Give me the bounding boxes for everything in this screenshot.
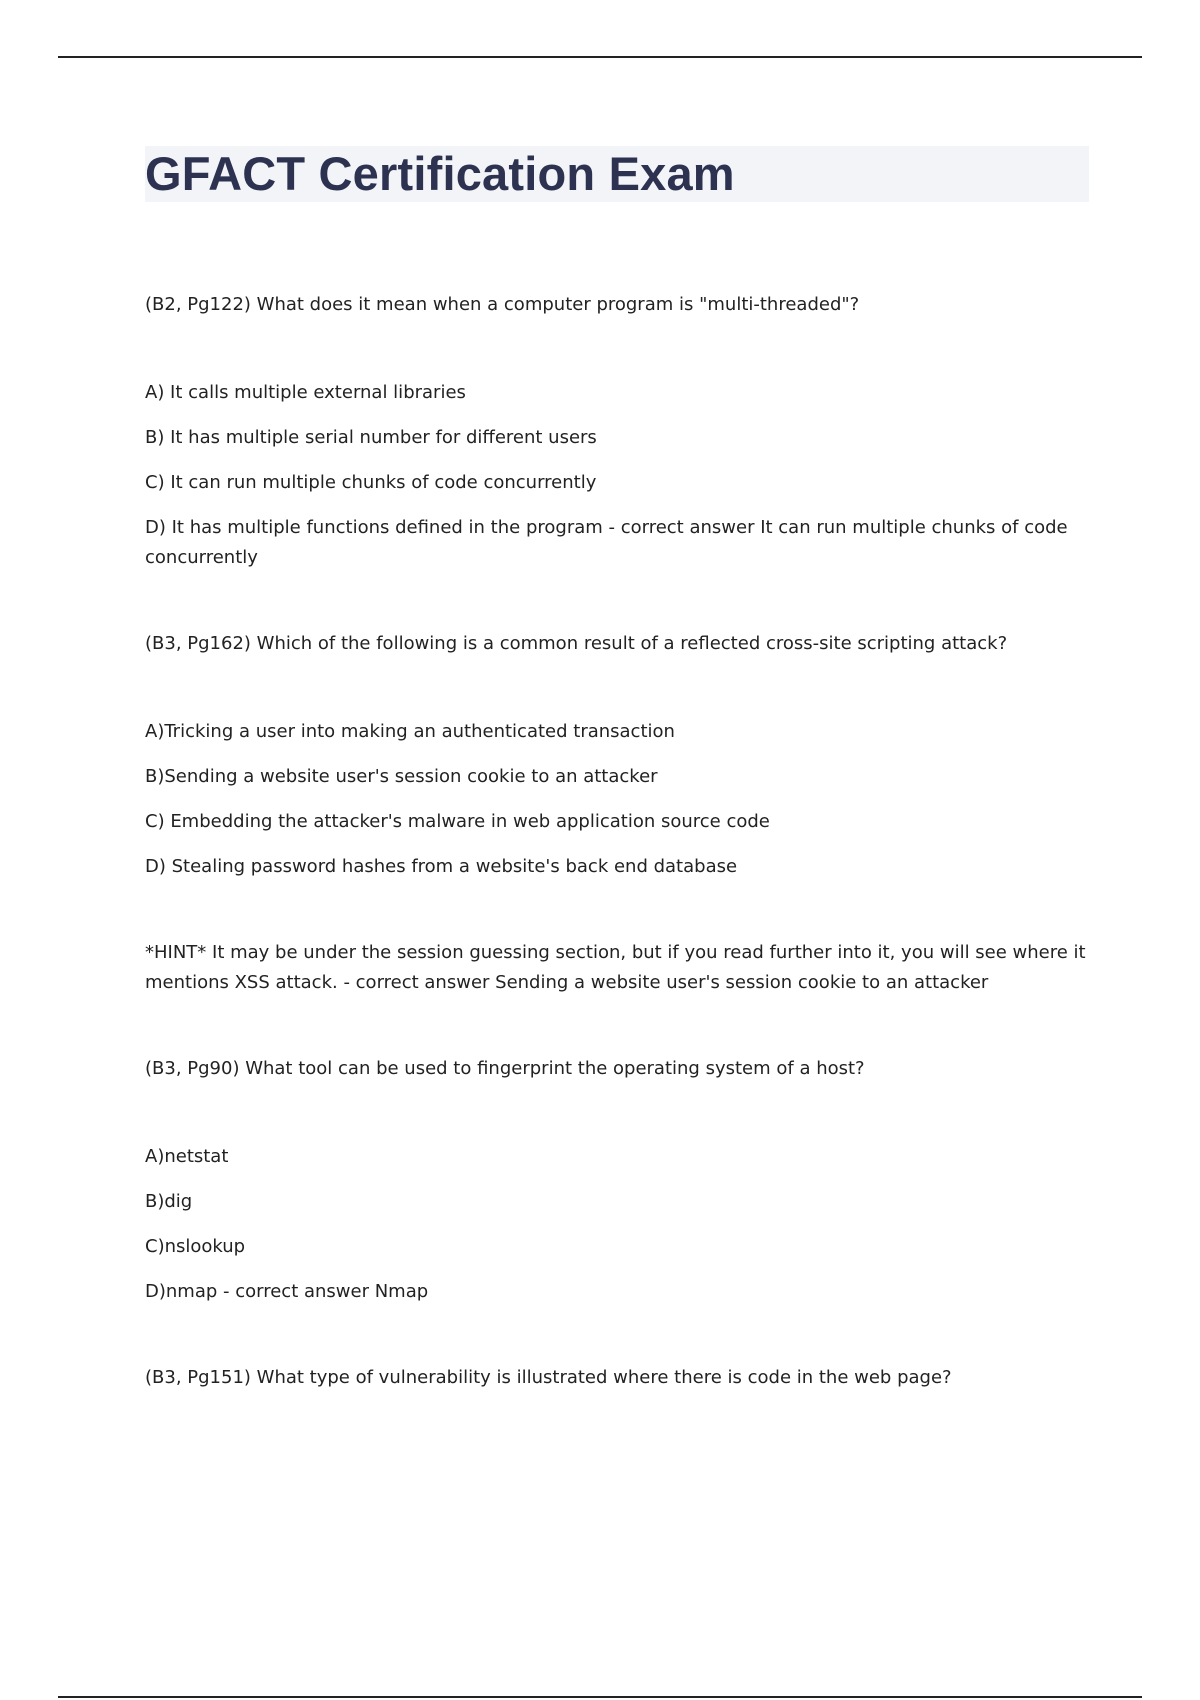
hint-text: *HINT* It may be under the session guessing section, but if you read further into it, you will see where it mentions XSS attack. - correct answer Sending a website user's session cookie to an attacker	[145, 942, 1086, 993]
answer-option-d: D) Stealing password hashes from a website's back end database	[145, 856, 738, 877]
answer-options	[145, 1142, 1089, 1307]
question-4	[145, 1363, 1089, 1393]
answer-option-c: C) Embedding the attacker's malware in web application source code	[145, 811, 770, 832]
answer-option-b: B) It has multiple serial number for different users	[145, 427, 597, 448]
question-prompt: (B3, Pg162) Which of the following is a common result of a reflected cross-site scripting attack?	[145, 633, 1008, 654]
answer-option-a: A)Tricking a user into making an authenticated transaction	[145, 721, 675, 742]
question-prompt: (B3, Pg90) What tool can be used to fingerprint the operating system of a host?	[145, 1058, 865, 1079]
answer-option-c: C) It can run multiple chunks of code concurrently	[145, 472, 597, 493]
title-banner	[145, 146, 1089, 202]
question-3	[145, 1054, 1089, 1307]
answer-options	[145, 717, 1089, 882]
question-1	[145, 290, 1089, 573]
answer-option-a: A) It calls multiple external libraries	[145, 382, 466, 403]
question-prompt: (B2, Pg122) What does it mean when a computer program is "multi-threaded"?	[145, 294, 860, 315]
answer-option-b: B)dig	[145, 1191, 193, 1212]
answer-option-a: A)netstat	[145, 1146, 229, 1167]
document-title: GFACT Certification Exam	[145, 147, 735, 200]
question-2	[145, 629, 1089, 998]
answer-option-c: C)nslookup	[145, 1236, 246, 1257]
question-prompt: (B3, Pg151) What type of vulnerability is illustrated where there is code in the web page?	[145, 1367, 952, 1388]
document-body	[145, 146, 1089, 1393]
answer-option-b: B)Sending a website user's session cookie to an attacker	[145, 766, 658, 787]
answer-option-d: D) It has multiple functions defined in the program - correct answer It can run multiple chunks of code concurrently	[145, 517, 1068, 568]
answer-options	[145, 378, 1089, 573]
bottom-rule	[58, 1696, 1142, 1698]
answer-option-d: D)nmap - correct answer Nmap	[145, 1281, 429, 1302]
top-rule	[58, 56, 1142, 58]
